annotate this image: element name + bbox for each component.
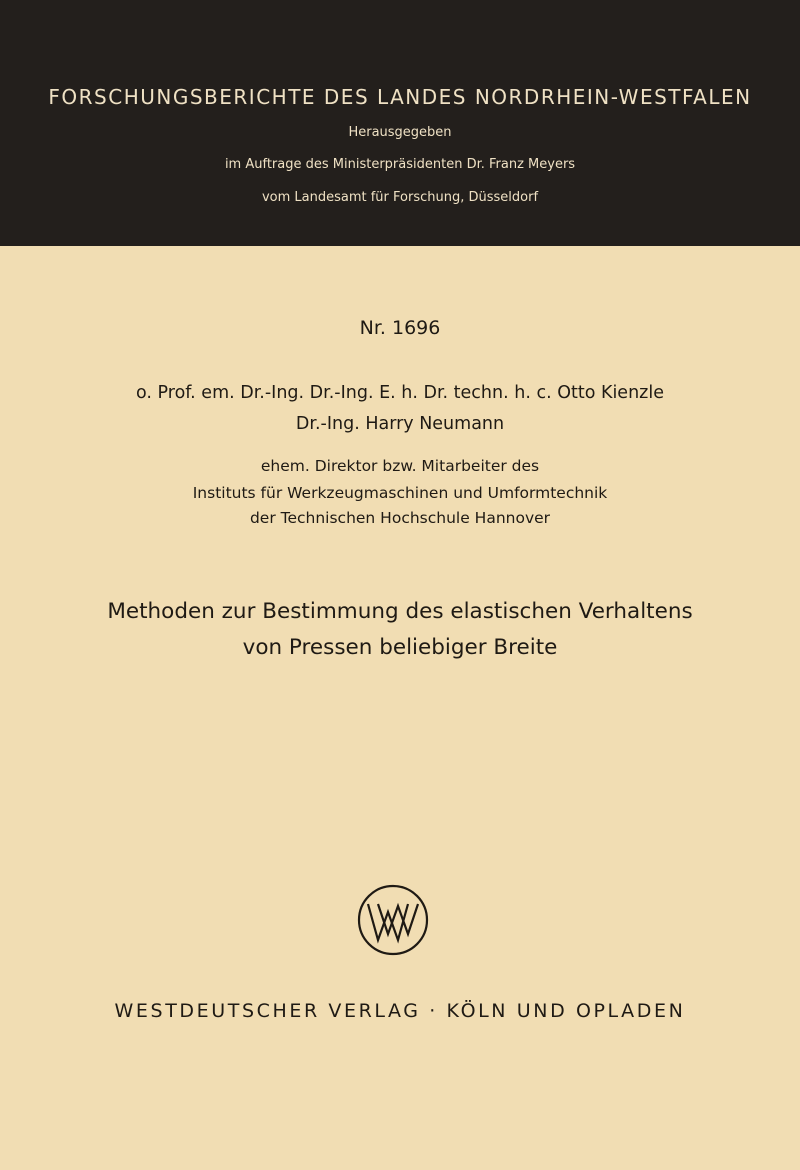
affiliation-line-3: der Technischen Hochschule Hannover — [249, 509, 551, 527]
title-line-1: Methoden zur Bestimmung des elastischen Verhaltens — [107, 599, 693, 624]
author-2: Dr.-Ing. Harry Neumann — [295, 414, 505, 434]
report-number: Nr. 1696 — [359, 317, 441, 339]
series-title: FORSCHUNGSBERICHTE DES LANDES NORDRHEIN-WESTFALEN — [48, 85, 752, 109]
affiliation-line-1: ehem. Direktor bzw. Mitarbeiter des — [260, 457, 540, 475]
header-band — [0, 0, 800, 246]
author-1: o. Prof. em. Dr.-Ing. Dr.-Ing. E. h. Dr. techn. h. c. Otto Kienzle — [136, 383, 664, 403]
affiliation-line-2: Instituts für Werkzeugmaschinen und Umformtechnik — [192, 484, 608, 502]
header-line-office: vom Landesamt für Forschung, Düsseldorf — [261, 190, 539, 205]
title-line-2: von Pressen beliebiger Breite — [242, 635, 558, 660]
publisher-line: WESTDEUTSCHER VERLAG · KÖLN UND OPLADEN — [114, 1000, 686, 1022]
westdeutscher-verlag-logo-icon — [357, 884, 429, 956]
header-line-editor: Herausgegeben — [348, 125, 452, 140]
header-line-commission: im Auftrage des Ministerpräsidenten Dr. Franz Meyers — [224, 157, 576, 172]
